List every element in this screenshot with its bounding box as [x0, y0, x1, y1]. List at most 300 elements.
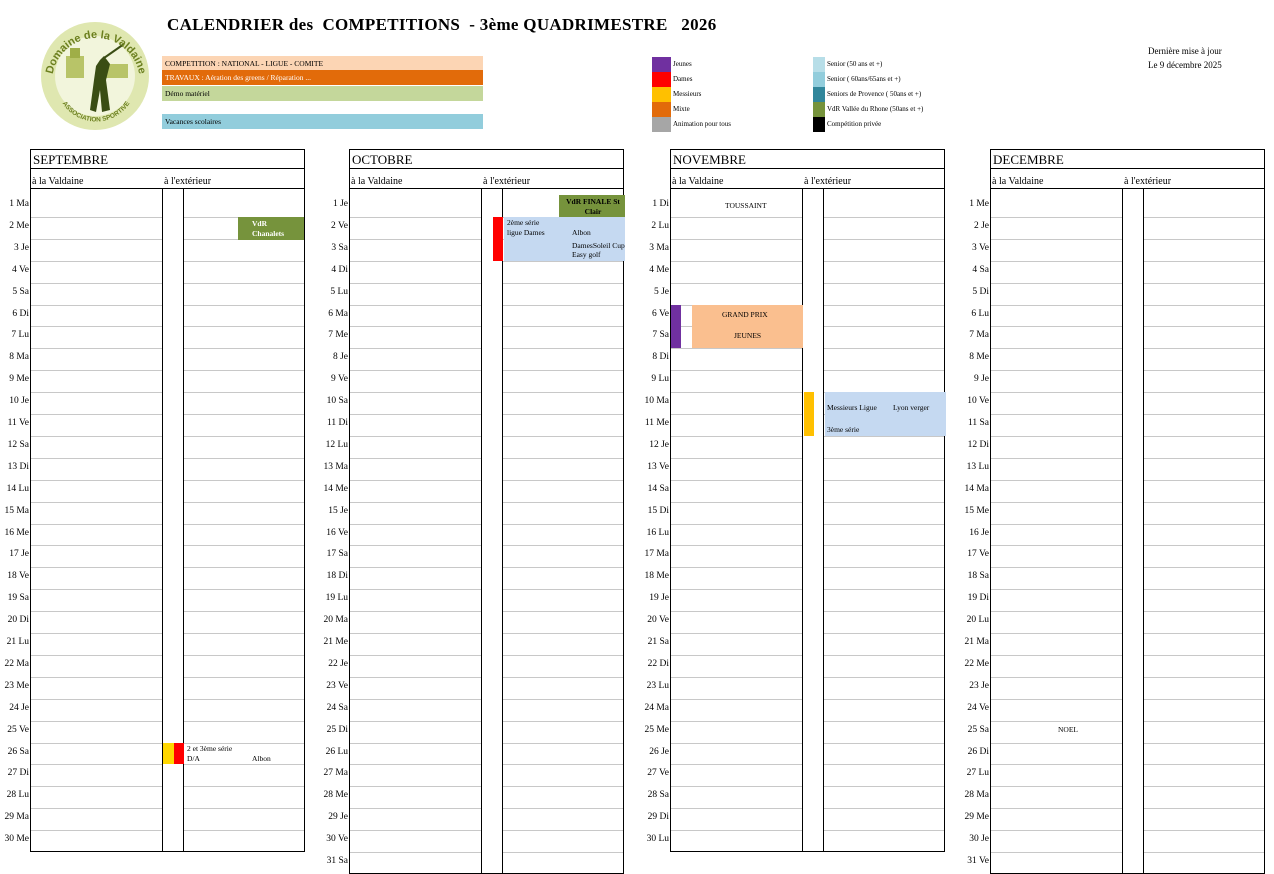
day-label: 29 Ma	[4, 812, 29, 823]
day-row-line	[503, 677, 623, 678]
day-row-line	[503, 283, 623, 284]
day-row-line	[350, 261, 481, 262]
day-row-line	[991, 458, 1122, 459]
day-row-line	[671, 699, 802, 700]
day-label: 24 Sa	[326, 702, 348, 713]
day-row-line	[503, 502, 623, 503]
day-row-line	[184, 348, 304, 349]
day-label: 11 Ve	[7, 418, 29, 428]
event-label: Lyon verger	[893, 403, 930, 413]
day-row-line	[31, 567, 162, 568]
day-row-line	[503, 589, 623, 590]
day-row-line	[671, 764, 802, 765]
day-row-line	[31, 458, 162, 459]
day-row-line	[991, 436, 1122, 437]
day-row-line	[1144, 305, 1264, 306]
day-label: 11 Me	[644, 418, 669, 428]
day-row-line	[503, 370, 623, 371]
day-row-line	[991, 370, 1122, 371]
day-row-line	[350, 545, 481, 546]
legend-swatch	[813, 117, 825, 132]
day-label: 27 Lu	[966, 768, 989, 779]
day-row-line	[991, 305, 1122, 306]
day-label: 21 Ma	[964, 637, 989, 647]
day-label: 30 Lu	[646, 834, 669, 845]
day-row-line	[184, 436, 304, 437]
day-label: 2 Me	[9, 220, 29, 231]
day-label: 25 Di	[326, 724, 348, 735]
day-row-line	[824, 611, 944, 612]
spacer-column	[1122, 189, 1144, 874]
day-row-line	[31, 633, 162, 634]
day-row-line	[31, 655, 162, 656]
day-row-line	[824, 436, 944, 437]
day-label: 17 Ma	[644, 549, 669, 560]
day-label: 10 Ma	[644, 396, 669, 407]
day-label: 3 Je	[13, 242, 29, 253]
day-row-line	[31, 392, 162, 393]
day-row-line	[824, 743, 944, 744]
day-row-line	[824, 830, 944, 831]
day-row-line	[350, 348, 481, 349]
day-row-line	[1144, 524, 1264, 525]
category-bar: TRAVAUX : Aération des greens / Réparation ...	[162, 70, 483, 85]
day-label: 30 Je	[969, 834, 989, 845]
day-label: 25 Ve	[7, 724, 29, 735]
day-label: 26 Lu	[325, 746, 348, 757]
logo-top-text: Domaine de la Valdaine	[43, 28, 149, 76]
day-row-line	[184, 414, 304, 415]
day-row-line	[671, 545, 802, 546]
day-row-line	[991, 611, 1122, 612]
day-row-line	[824, 677, 944, 678]
day-label: 18 Ve	[7, 571, 29, 582]
day-row-line	[991, 217, 1122, 218]
day-row-line	[184, 721, 304, 722]
day-row-line	[31, 305, 162, 306]
day-label: 15 Me	[964, 505, 989, 516]
event-label: 2ème série	[507, 217, 540, 227]
day-row-line	[1144, 699, 1264, 700]
event-label: DamesSoleil Cup	[572, 240, 625, 250]
day-label: 7 Lu	[11, 330, 29, 341]
day-row-line	[824, 567, 944, 568]
legend-label: Messieurs	[673, 90, 702, 98]
day-row-line	[991, 567, 1122, 568]
day-label: 24 Ve	[967, 702, 989, 713]
day-row-line	[671, 567, 802, 568]
day-row-line	[671, 414, 802, 415]
day-row-line	[671, 524, 802, 525]
day-label: 25 Me	[644, 724, 669, 735]
day-row-line	[671, 458, 802, 459]
day-row-line	[350, 283, 481, 284]
day-label: 1 Ma	[9, 199, 29, 209]
day-label: 20 Ve	[647, 615, 669, 626]
day-row-line	[350, 305, 481, 306]
day-row-line	[31, 480, 162, 481]
day-row-line	[31, 764, 162, 765]
day-row-line	[671, 217, 802, 218]
day-label: 25 Sa	[967, 724, 989, 735]
home-column-header: à la Valdaine	[32, 176, 84, 187]
day-row-line	[991, 852, 1122, 853]
day-row-line	[503, 261, 623, 262]
event-label: 2 et 3ème série	[187, 743, 233, 753]
day-label: 4 Di	[331, 264, 348, 275]
day-label: 17 Sa	[326, 549, 348, 560]
day-label: 21 Me	[323, 637, 348, 647]
day-row-line	[503, 743, 623, 744]
day-label: 11 Di	[326, 418, 348, 428]
day-label: 20 Di	[7, 615, 29, 626]
day-row-line	[350, 239, 481, 240]
day-label: 14 Lu	[6, 483, 29, 494]
day-row-line	[1144, 348, 1264, 349]
day-label: 27 Di	[7, 768, 29, 779]
day-label: 18 Me	[644, 571, 669, 582]
legend-label: Animation pour tous	[673, 120, 731, 128]
day-label: 13 Di	[7, 461, 29, 472]
day-row-line	[503, 699, 623, 700]
category-bar: COMPETITION : NATIONAL - LIGUE - COMITE	[162, 56, 483, 71]
day-row-line	[671, 502, 802, 503]
day-label: 10 Ve	[967, 396, 989, 407]
update-label: Dernière mise à jour	[1148, 46, 1222, 56]
day-row-line	[824, 239, 944, 240]
legend-swatch	[652, 102, 671, 117]
day-row-line	[991, 283, 1122, 284]
day-row-line	[350, 370, 481, 371]
day-row-line	[503, 808, 623, 809]
event-label: GRAND PRIX	[722, 309, 768, 319]
day-label: 15 Di	[647, 505, 669, 516]
messieurs-marker	[804, 392, 814, 436]
day-label: 8 Di	[652, 352, 669, 363]
legend-swatch	[813, 87, 825, 102]
day-row-line	[503, 852, 623, 853]
day-label: 31 Ve	[967, 856, 989, 866]
day-row-line	[1144, 743, 1264, 744]
legend-label: Compétition privée	[827, 120, 882, 128]
day-row-line	[31, 239, 162, 240]
day-label: 19 Di	[967, 593, 989, 604]
day-row-line	[184, 567, 304, 568]
day-row-line	[991, 589, 1122, 590]
day-row-line	[671, 808, 802, 809]
home-column-header: à la Valdaine	[672, 176, 724, 187]
day-label: 19 Sa	[7, 593, 29, 604]
day-row-line	[31, 721, 162, 722]
day-row-line	[350, 502, 481, 503]
day-row-line	[184, 764, 304, 765]
day-row-line	[671, 611, 802, 612]
day-row-line	[31, 283, 162, 284]
day-label: 23 Me	[4, 680, 29, 691]
dames-marker	[174, 743, 184, 765]
away-column-header: à l'extérieur	[164, 176, 212, 187]
dames-marker	[163, 743, 174, 765]
day-row-line	[503, 655, 623, 656]
day-row-line	[1144, 436, 1264, 437]
day-row-line	[31, 677, 162, 678]
day-row-line	[350, 589, 481, 590]
day-row-line	[1144, 677, 1264, 678]
jeunes-marker	[671, 305, 681, 349]
page-title: CALENDRIER des COMPETITIONS - 3ème QUADRIMESTRE 2026	[167, 15, 717, 34]
day-label: 19 Je	[649, 593, 669, 604]
day-label: 10 Je	[9, 396, 29, 407]
day-row-line	[671, 261, 802, 262]
day-row-line	[1144, 764, 1264, 765]
spacer-column	[802, 189, 824, 852]
day-label: 4 Ve	[12, 264, 29, 275]
day-row-line	[671, 589, 802, 590]
day-label: 23 Lu	[646, 680, 669, 691]
day-row-line	[503, 458, 623, 459]
day-label: 13 Ma	[323, 461, 348, 472]
day-row-line	[503, 721, 623, 722]
day-row-line	[1144, 458, 1264, 459]
day-row-line	[350, 852, 481, 853]
day-row-line	[824, 283, 944, 284]
day-label: 15 Je	[328, 505, 348, 516]
day-label: 2 Lu	[651, 220, 669, 231]
day-label: 1 Di	[652, 199, 669, 209]
day-row-line	[991, 545, 1122, 546]
day-label: 28 Lu	[6, 790, 29, 801]
day-row-line	[991, 743, 1122, 744]
day-row-line	[824, 348, 944, 349]
day-label: 30 Me	[4, 834, 29, 845]
day-label: 24 Ma	[644, 702, 669, 713]
club-logo	[36, 20, 154, 132]
day-label: 7 Me	[328, 330, 348, 341]
day-label: 16 Lu	[646, 527, 669, 538]
day-row-line	[31, 217, 162, 218]
day-label: 4 Sa	[972, 264, 989, 275]
event-label: Easy golf	[572, 249, 601, 259]
day-row-line	[1144, 370, 1264, 371]
day-row-line	[31, 611, 162, 612]
day-row-line	[671, 239, 802, 240]
legend-label: VdR Vallée du Rhone (50ans et +)	[827, 105, 924, 113]
legend-label: Mixte	[673, 105, 690, 113]
day-row-line	[991, 830, 1122, 831]
day-label: 9 Me	[9, 374, 29, 385]
legend-swatch	[813, 57, 825, 72]
day-label: 9 Ve	[331, 374, 348, 385]
day-row-line	[503, 764, 623, 765]
day-row-line	[671, 348, 802, 349]
day-row-line	[824, 217, 944, 218]
day-row-line	[991, 326, 1122, 327]
day-label: 8 Me	[969, 352, 989, 363]
day-row-line	[503, 305, 623, 306]
day-row-line	[184, 458, 304, 459]
day-label: 23 Ve	[326, 680, 348, 691]
day-row-line	[1144, 217, 1264, 218]
day-row-line	[350, 677, 481, 678]
day-row-line	[350, 392, 481, 393]
day-label: 26 Di	[967, 746, 989, 757]
day-row-line	[350, 524, 481, 525]
day-row-line	[824, 589, 944, 590]
day-label: 17 Je	[9, 549, 29, 560]
day-row-line	[1144, 414, 1264, 415]
day-label: 12 Lu	[325, 439, 348, 450]
day-row-line	[1144, 830, 1264, 831]
day-row-line	[671, 743, 802, 744]
day-label: 22 Me	[964, 658, 989, 669]
day-row-line	[991, 392, 1122, 393]
day-row-line	[31, 348, 162, 349]
day-label: 19 Lu	[325, 593, 348, 604]
away-column-header: à l'extérieur	[804, 176, 852, 187]
event-label: Albon	[252, 753, 271, 763]
day-label: 4 Me	[649, 264, 669, 275]
day-label: 11 Sa	[967, 418, 989, 428]
day-row-line	[671, 392, 802, 393]
day-row-line	[31, 502, 162, 503]
day-label: 31 Sa	[326, 856, 348, 866]
day-label: 28 Me	[323, 790, 348, 801]
day-label: 14 Me	[323, 483, 348, 494]
event-label: Messieurs Ligue	[827, 403, 877, 413]
day-row-line	[350, 217, 481, 218]
day-label: 28 Sa	[647, 790, 669, 801]
home-column-header: à la Valdaine	[992, 176, 1044, 187]
event-label: JEUNES	[734, 331, 762, 341]
day-row-line	[184, 370, 304, 371]
day-label: 29 Di	[647, 812, 669, 823]
day-row-line	[184, 305, 304, 306]
day-row-line	[824, 326, 944, 327]
spacer-column	[481, 189, 503, 874]
day-label: 9 Lu	[651, 374, 669, 385]
day-row-line	[350, 743, 481, 744]
day-label: 18 Di	[326, 571, 348, 582]
day-label: 15 Ma	[4, 505, 29, 516]
day-row-line	[1144, 852, 1264, 853]
day-row-line	[991, 721, 1122, 722]
day-row-line	[991, 677, 1122, 678]
day-row-line	[991, 808, 1122, 809]
day-label: 2 Je	[973, 220, 989, 231]
day-label: 27 Ma	[323, 768, 348, 779]
legend-label: Jeunes	[673, 60, 692, 68]
day-label: 20 Lu	[966, 615, 989, 626]
day-label: 13 Ve	[647, 461, 669, 472]
month-name: DECEMBRE	[991, 150, 1264, 169]
event-label: ligue Dames	[507, 227, 545, 237]
legend-label: Dames	[673, 75, 693, 83]
day-row-line	[671, 786, 802, 787]
day-label: 12 Di	[967, 439, 989, 450]
day-row-line	[184, 326, 304, 327]
day-label: 6 Ve	[652, 308, 669, 319]
day-row-line	[824, 524, 944, 525]
away-column-header: à l'extérieur	[483, 176, 531, 187]
day-row-line	[350, 436, 481, 437]
day-row-line	[503, 326, 623, 327]
day-row-line	[350, 414, 481, 415]
day-row-line	[184, 655, 304, 656]
day-row-line	[503, 524, 623, 525]
day-row-line	[1144, 326, 1264, 327]
day-row-line	[350, 633, 481, 634]
day-row-line	[671, 830, 802, 831]
day-row-line	[991, 786, 1122, 787]
day-row-line	[1144, 721, 1264, 722]
day-row-line	[350, 567, 481, 568]
day-label: 22 Di	[647, 658, 669, 669]
day-row-line	[1144, 480, 1264, 481]
day-row-line	[350, 458, 481, 459]
day-row-line	[350, 830, 481, 831]
day-row-line	[184, 611, 304, 612]
day-label: 3 Ve	[972, 242, 989, 253]
day-label: 5 Lu	[330, 286, 348, 297]
day-row-line	[991, 633, 1122, 634]
day-row-line	[31, 524, 162, 525]
day-row-line	[31, 786, 162, 787]
day-row-line	[503, 545, 623, 546]
day-label: 23 Je	[969, 680, 989, 691]
day-row-line	[991, 764, 1122, 765]
day-label: 27 Ve	[647, 768, 669, 779]
day-label: 3 Sa	[331, 242, 348, 253]
category-bar: Vacances scolaires	[162, 114, 483, 129]
day-row-line	[991, 414, 1122, 415]
day-label: 20 Ma	[323, 615, 348, 626]
day-row-line	[503, 414, 623, 415]
legend-label: Senior (50 ans et +)	[827, 60, 883, 68]
day-row-line	[1144, 655, 1264, 656]
legend-swatch	[652, 117, 671, 132]
day-row-line	[824, 699, 944, 700]
day-row-line	[31, 545, 162, 546]
day-label: 29 Je	[328, 812, 348, 823]
day-label: 5 Di	[972, 286, 989, 297]
day-row-line	[503, 480, 623, 481]
day-row-line	[31, 261, 162, 262]
day-row-line	[350, 721, 481, 722]
day-row-line	[824, 786, 944, 787]
day-label: 21 Lu	[6, 637, 29, 647]
day-label: 6 Ma	[328, 308, 348, 319]
day-label: 5 Sa	[12, 286, 29, 297]
day-label: 21 Sa	[647, 637, 669, 647]
day-row-line	[671, 677, 802, 678]
day-row-line	[1144, 261, 1264, 262]
day-row-line	[184, 283, 304, 284]
legend-swatch	[813, 102, 825, 117]
day-label: 16 Je	[969, 527, 989, 538]
legend-swatch	[652, 87, 671, 102]
day-row-line	[503, 348, 623, 349]
day-label: 6 Lu	[971, 308, 989, 319]
day-row-line	[991, 480, 1122, 481]
event-label: D/A	[187, 753, 200, 763]
day-row-line	[31, 326, 162, 327]
event-label: 3ème série	[827, 425, 860, 434]
day-row-line	[31, 808, 162, 809]
day-row-line	[184, 786, 304, 787]
day-row-line	[824, 633, 944, 634]
logo-bottom-text: ASSOCIATION SPORTIVE	[60, 100, 132, 124]
day-row-line	[184, 524, 304, 525]
